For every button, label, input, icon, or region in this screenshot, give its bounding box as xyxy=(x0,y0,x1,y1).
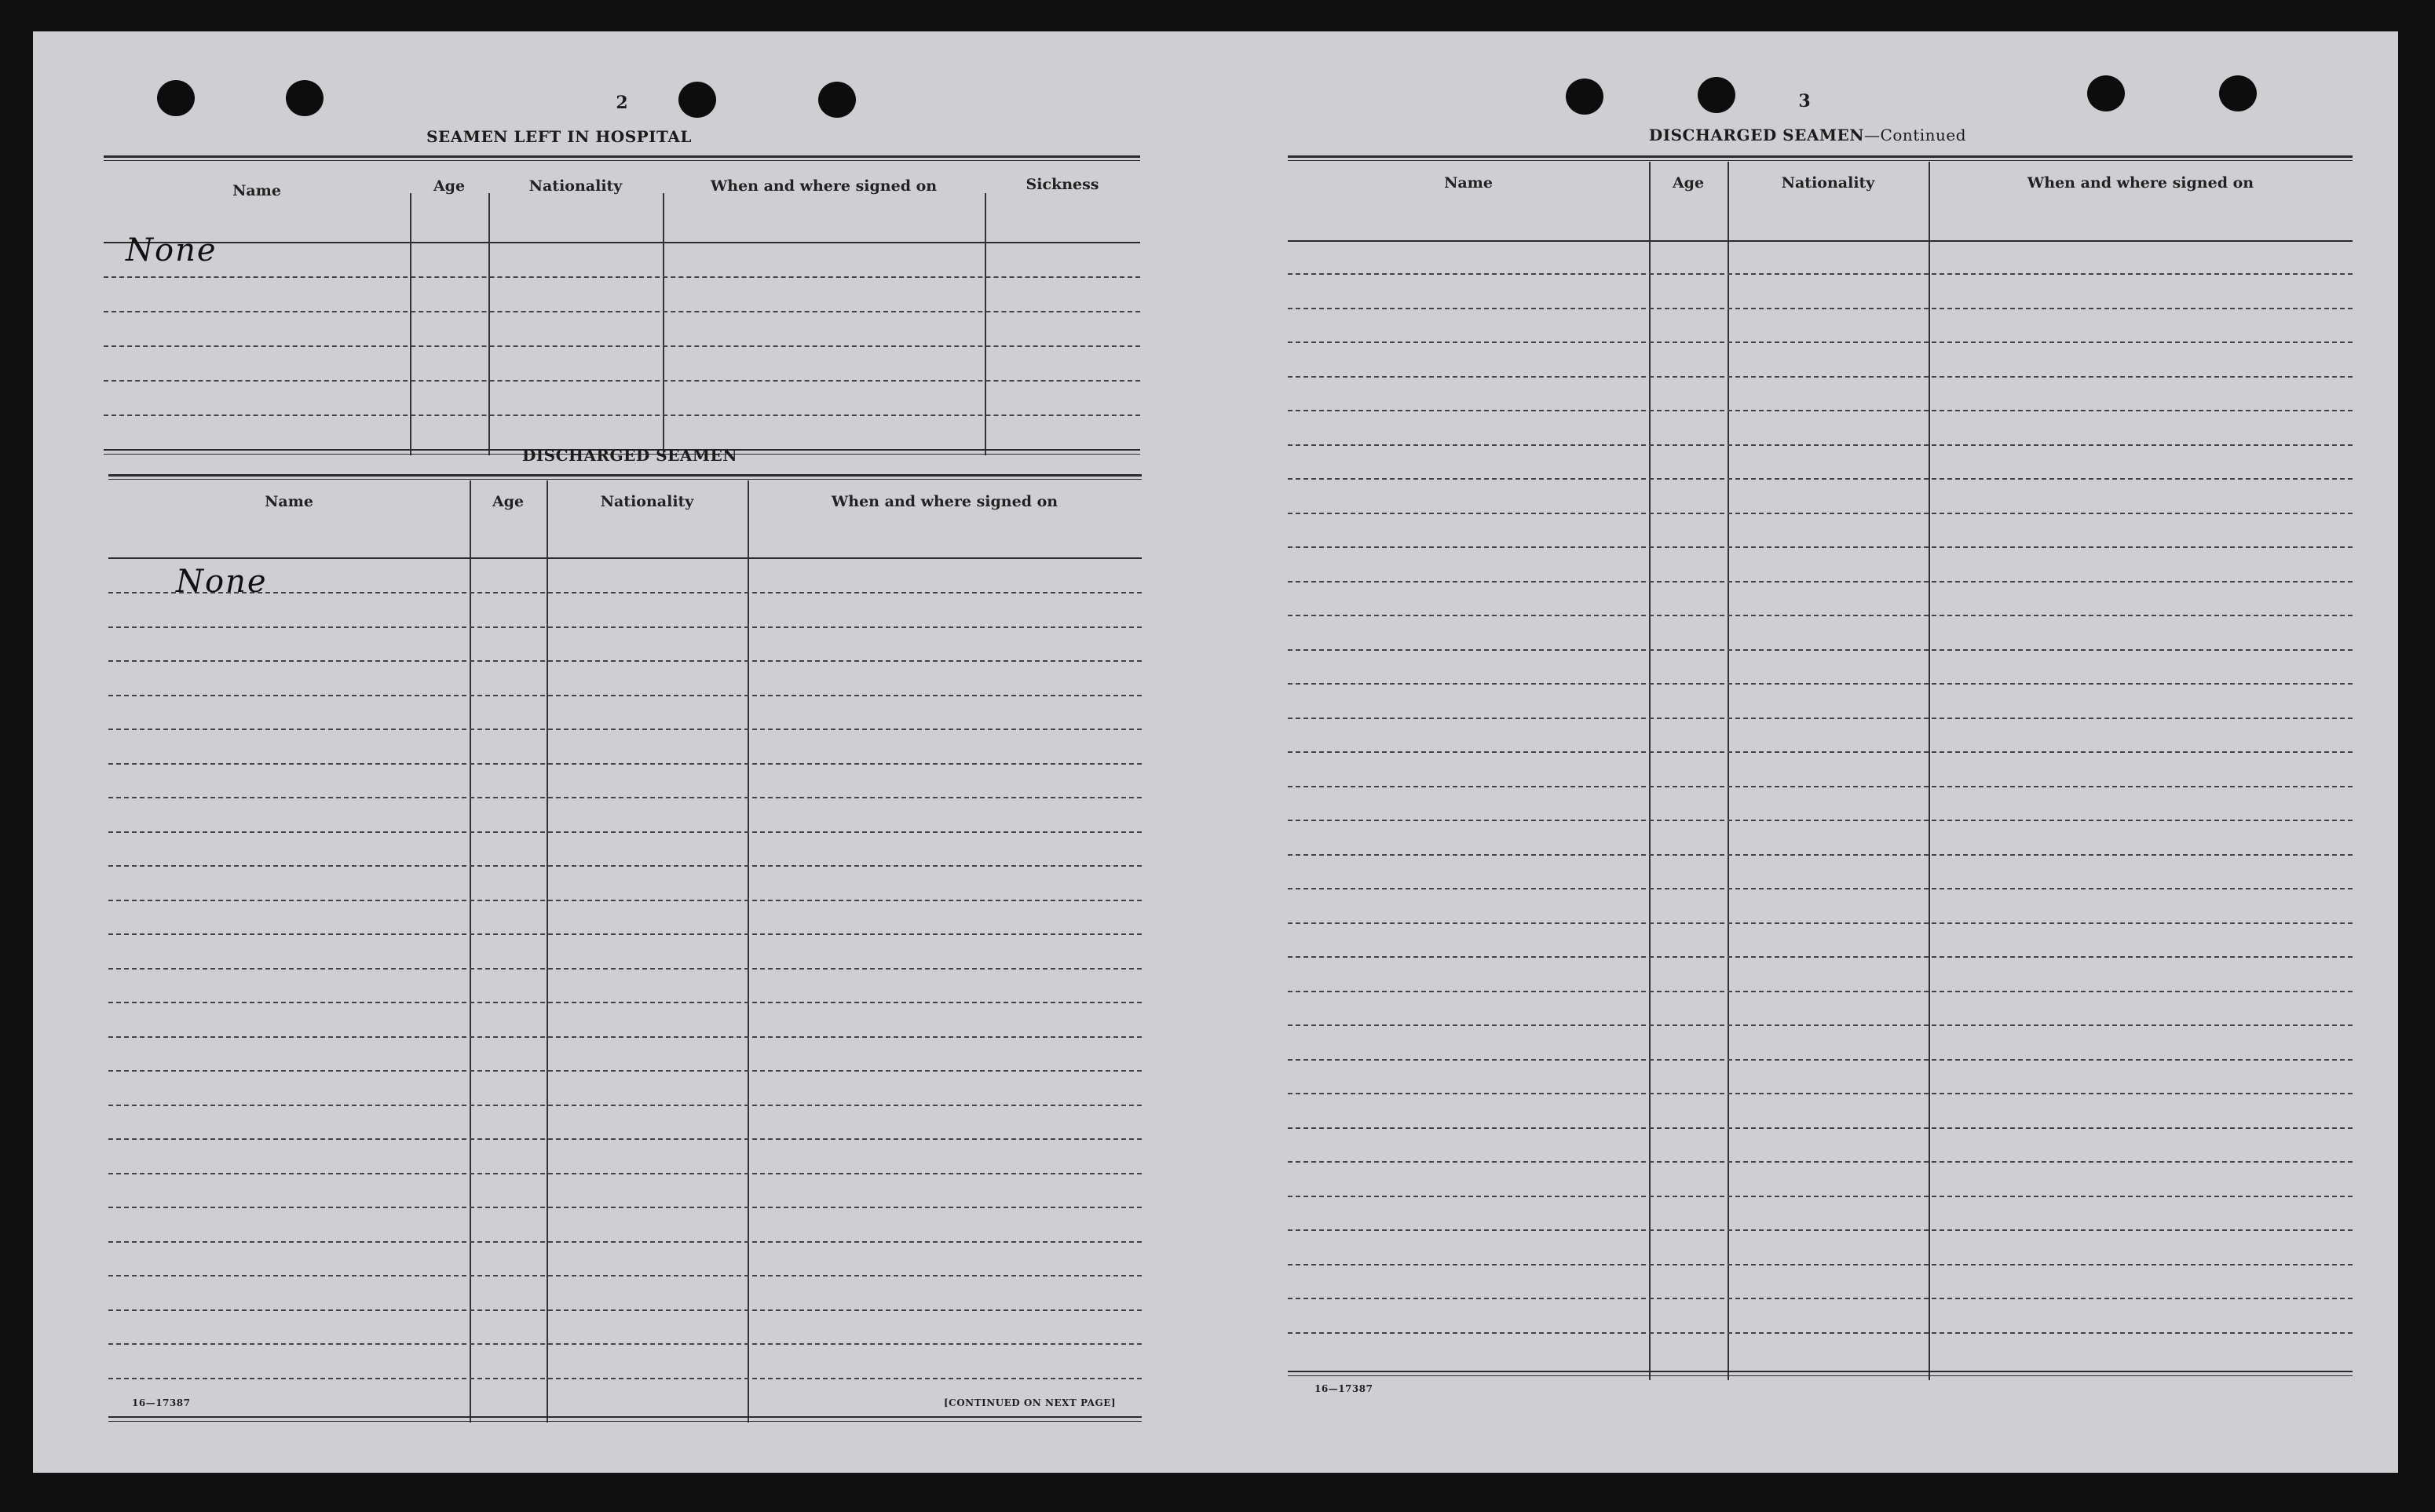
hospital-section-title: SEAMEN LEFT IN HOSPITAL xyxy=(426,127,692,146)
row-rule xyxy=(108,1036,1142,1038)
row-rule xyxy=(108,695,1142,696)
column-header-sickness: Sickness xyxy=(1026,176,1099,193)
row-rule xyxy=(1288,820,2353,821)
row-rule xyxy=(108,1241,1142,1243)
row-rule xyxy=(1288,1127,2353,1129)
column-header-signed-on: When and where signed on xyxy=(2027,174,2254,192)
column-header-age: Age xyxy=(1672,174,1705,192)
row-rule xyxy=(1288,718,2353,719)
row-rule xyxy=(1288,478,2353,480)
row-rule xyxy=(108,831,1142,833)
row-rule xyxy=(108,626,1142,628)
row-rule xyxy=(1288,991,2353,992)
row-rule xyxy=(108,1173,1142,1174)
page-number-left: 2 xyxy=(616,93,628,113)
row-rule xyxy=(1288,1161,2353,1163)
row-rule xyxy=(108,1105,1142,1106)
row-rule xyxy=(1288,444,2353,446)
row-rule xyxy=(1288,581,2353,583)
row-rule xyxy=(108,729,1142,730)
punch-hole xyxy=(678,82,716,118)
row-rule xyxy=(1288,1229,2353,1231)
row-rule xyxy=(108,1343,1142,1345)
row-rule xyxy=(1288,649,2353,651)
punch-hole xyxy=(1566,79,1603,115)
column-header-nationality: Nationality xyxy=(1781,174,1875,192)
row-rule xyxy=(1288,376,2353,378)
row-rule xyxy=(1288,1059,2353,1061)
discharged-continued-table xyxy=(1288,155,2353,1412)
row-rule xyxy=(108,1309,1142,1311)
row-rule xyxy=(1288,751,2353,753)
column-header-signed-on: When and where signed on xyxy=(710,177,938,195)
column-header-age: Age xyxy=(492,493,525,510)
column-header-name: Name xyxy=(265,493,313,510)
row-rule xyxy=(1288,273,2353,275)
row-rule xyxy=(108,1275,1142,1276)
form-number-left: 16—17387 xyxy=(132,1397,191,1408)
punch-hole xyxy=(2087,75,2125,111)
column-header-name: Name xyxy=(1444,174,1493,192)
form-number-right: 16—17387 xyxy=(1314,1383,1373,1394)
punch-hole xyxy=(286,80,324,116)
discharged-section-title: DISCHARGED SEAMEN xyxy=(521,446,738,465)
row-rule xyxy=(1288,1332,2353,1334)
row-rule xyxy=(108,865,1142,867)
discharged-continued-title-main: DISCHARGED SEAMEN xyxy=(1648,126,1865,144)
discharged-table xyxy=(108,474,1142,1426)
document-sheet xyxy=(33,31,2398,1473)
page-number-right: 3 xyxy=(1798,91,1811,111)
column-header-nationality: Nationality xyxy=(600,493,694,510)
row-rule xyxy=(108,763,1142,765)
row-rule xyxy=(1288,546,2353,548)
punch-hole xyxy=(157,80,195,116)
hospital-table xyxy=(104,155,1140,457)
row-rule xyxy=(1288,1264,2353,1265)
row-rule xyxy=(108,1070,1142,1072)
column-header-name: Name xyxy=(232,182,281,199)
row-rule xyxy=(108,1207,1142,1208)
row-rule xyxy=(108,1378,1142,1379)
row-rule xyxy=(1288,888,2353,889)
handwritten-entry: None xyxy=(176,564,268,600)
row-rule xyxy=(1288,786,2353,787)
row-rule xyxy=(1288,854,2353,856)
handwritten-entry: None xyxy=(126,232,218,268)
row-rule xyxy=(1288,341,2353,343)
row-rule xyxy=(1288,1024,2353,1026)
row-rule xyxy=(108,797,1142,798)
row-rule xyxy=(1288,683,2353,685)
row-rule xyxy=(108,933,1142,935)
row-rule xyxy=(1288,1196,2353,1197)
row-rule xyxy=(108,1002,1142,1003)
row-rule xyxy=(1288,1093,2353,1094)
column-header-age: Age xyxy=(433,177,466,195)
row-rule xyxy=(1288,308,2353,309)
row-rule xyxy=(1288,922,2353,924)
row-rule xyxy=(1288,410,2353,411)
discharged-continued-title xyxy=(1572,126,2043,144)
row-rule xyxy=(1288,1298,2353,1299)
punch-hole xyxy=(2219,75,2257,111)
column-header-signed-on: When and where signed on xyxy=(831,493,1058,510)
continued-note: [CONTINUED ON NEXT PAGE] xyxy=(944,1397,1117,1408)
row-rule xyxy=(1288,956,2353,958)
row-rule xyxy=(1288,615,2353,616)
row-rule xyxy=(1288,513,2353,514)
row-rule xyxy=(108,1138,1142,1140)
discharged-continued-suffix: —Continued xyxy=(1864,126,1967,144)
column-header-nationality: Nationality xyxy=(528,177,623,195)
row-rule xyxy=(108,900,1142,901)
punch-hole xyxy=(1698,77,1735,113)
row-rule xyxy=(108,660,1142,662)
punch-hole xyxy=(818,82,856,118)
row-rule xyxy=(108,968,1142,970)
